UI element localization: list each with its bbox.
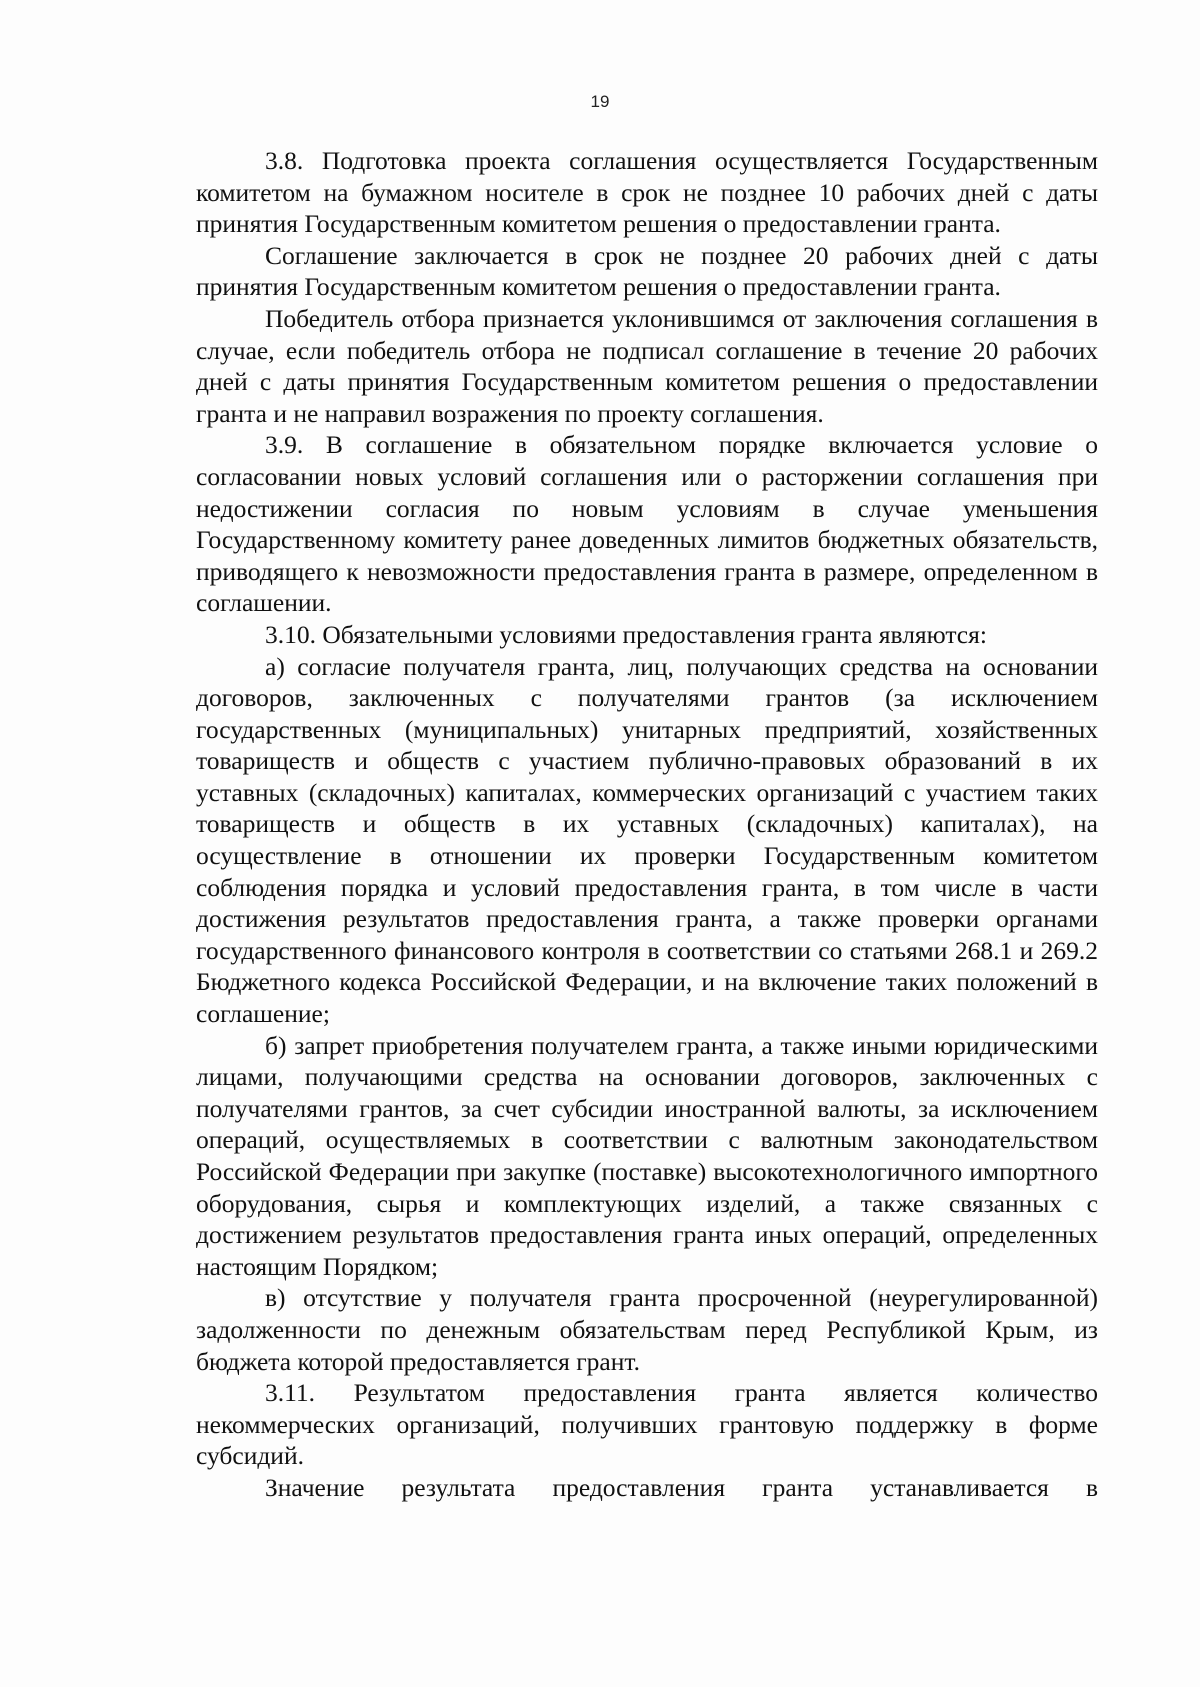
paragraph-3-9: 3.9. В соглашение в обязательном порядке включается условие о согласовании новых условий соглашения или о расторжении соглашения при недостижении согласия по новым условиям в случае уменьшения Государственному комитету ранее доведенных лимитов бюджетных обязательств, приводящего к невозможности предоставления гранта в размере, определенном в соглашении. — [196, 430, 1098, 618]
paragraph-3-10-a: а) согласие получателя гранта, лиц, получающих средства на основании договоров, заключенных с получателями грантов (за исключением государственных (муниципальных) унитарных предприятий, хозяйственных товариществ и обществ с участием публично-правовых образований в их уставных (складочных) капиталах, коммерческих организаций с участием таких товариществ и обществ в их уставных (складочных) капиталах), на осуществление в отношении их проверки Государственным комитетом соблюдения порядка и условий предоставления гранта, в том числе в части достижения результатов предоставления гранта, а также проверки органами государственного финансового контроля в соответствии со статьями 268.1 и 269.2 Бюджетного кодекса Российской Федерации, и на включение таких положений в соглашение; — [196, 651, 1098, 1029]
paragraph-result-value: Значение результата предоставления гранта устанавливается в — [265, 1472, 1098, 1502]
page-number: 19 — [590, 92, 610, 111]
document-body — [196, 145, 1098, 1504]
paragraph-3-10-b: б) запрет приобретения получателем гранта, а также иными юридическими лицами, получающими средства на основании договоров, заключенных с получателями грантов, за счет субсидии иностранной валюты, за исключением операций, осуществляемых в соответствии с валютным законодательством Российской Федерации при закупке (поставке) высокотехнологичного импортного оборудования, сырья и комплектующих изделий, а также связанных с достижением результатов предоставления гранта иных операций, определенных настоящим Порядком; — [196, 1030, 1098, 1281]
paragraph-3-10: 3.10. Обязательными условиями предоставления гранта являются: — [265, 619, 987, 649]
paragraph-winner-evasion: Победитель отбора признается уклонившимся от заключения соглашения в случае, если победитель отбора не подписал соглашение в течение 20 рабочих дней с даты принятия Государственным комитетом решения о предоставлении гранта и не направил возражения по проекту соглашения. — [196, 303, 1098, 428]
paragraph-3-10-c: в) отсутствие у получателя гранта просроченной (неурегулированной) задолженности по денежным обязательствам перед Республикой Крым, из бюджета которой предоставляется грант. — [196, 1283, 1098, 1376]
paragraph-3-8: 3.8. Подготовка проекта соглашения осуществляется Государственным комитетом на бумажном носителе в срок не позднее 10 рабочих дней с даты принятия Государственным комитетом решения о предоставлении гранта. — [196, 146, 1098, 239]
paragraph-agreement-term: Соглашение заключается в срок не позднее 20 рабочих дней с даты принятия Государственным комитетом решения о предоставлении гранта. — [196, 240, 1098, 302]
paragraph-3-11: 3.11. Результатом предоставления гранта является количество некоммерческих организаций, получивших грантовую поддержку в форме субсидий. — [196, 1378, 1098, 1471]
